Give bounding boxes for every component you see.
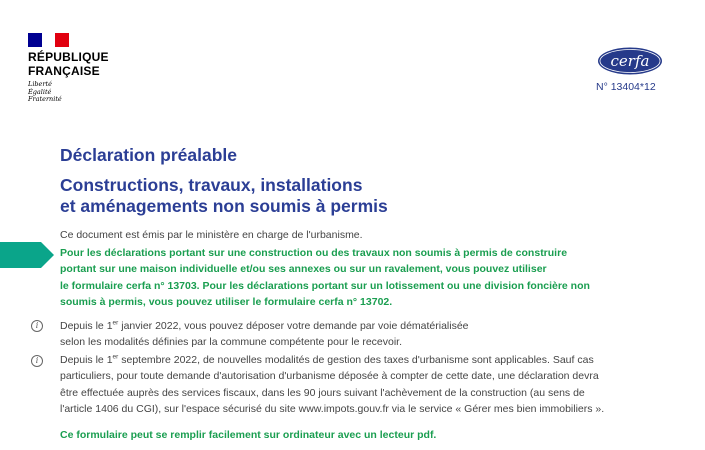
alternative-forms-notice: Pour les déclarations portant sur une construction ou des travaux non soumis à permis de construire portant sur une maison individuelle et/ou ses annexes ou sur un ravalement, vous pouvez utiliser le formulaire cerfa n° 13703. Pour les déclarations portant sur un lotissement ou une division foncière non soumis à permis, vous pouvez utiliser le formulaire cerfa n° 13702. (60, 247, 590, 309)
cerfa-logo (597, 46, 663, 76)
info-icon: i (31, 355, 43, 367)
french-flag-logo (28, 33, 69, 47)
svg-text:cerfa: cerfa (610, 52, 650, 70)
dematerialized-filing-info: Depuis le 1er janvier 2022, vous pouvez déposer votre demande par voie dématérialisée selon les modalités définies par la commune compétente pour le recevoir. (60, 319, 469, 349)
urbanism-tax-info: Depuis le 1er septembre 2022, de nouvelles modalités de gestion des taxes d'urbanisme sont applicables. Sauf cas particuliers, pour toute demande d'autorisation d'urbanisme déposée à compter de cette date, une déclaration devra être effectuée auprès des services fiscaux, dans les 90 jours suivant l'achèvement de la construction (au sens de l'article 1406 du CGI), sur l'espace sécurisé du site www.impots.gouv.fr via le service « Gérer mes bien immobiliers ». (60, 353, 605, 416)
national-motto: Liberté Égalité Fraternité (28, 80, 62, 103)
ministry-notice: Ce document est émis par le ministère en charge de l'urbanisme. (60, 229, 363, 241)
cerfa-number: N° 13404*12 (596, 81, 656, 93)
republique-francaise-label: RÉPUBLIQUE FRANÇAISE (28, 50, 109, 78)
form-title: Déclaration préalable (60, 145, 238, 165)
arrow-right-icon (0, 242, 54, 268)
info-icon: i (31, 320, 43, 332)
pdf-reader-note: Ce formulaire peut se remplir facilement sur ordinateur avec un lecteur pdf. (60, 429, 437, 441)
form-subtitle: Constructions, travaux, installations et aménagements non soumis à permis (60, 175, 388, 216)
